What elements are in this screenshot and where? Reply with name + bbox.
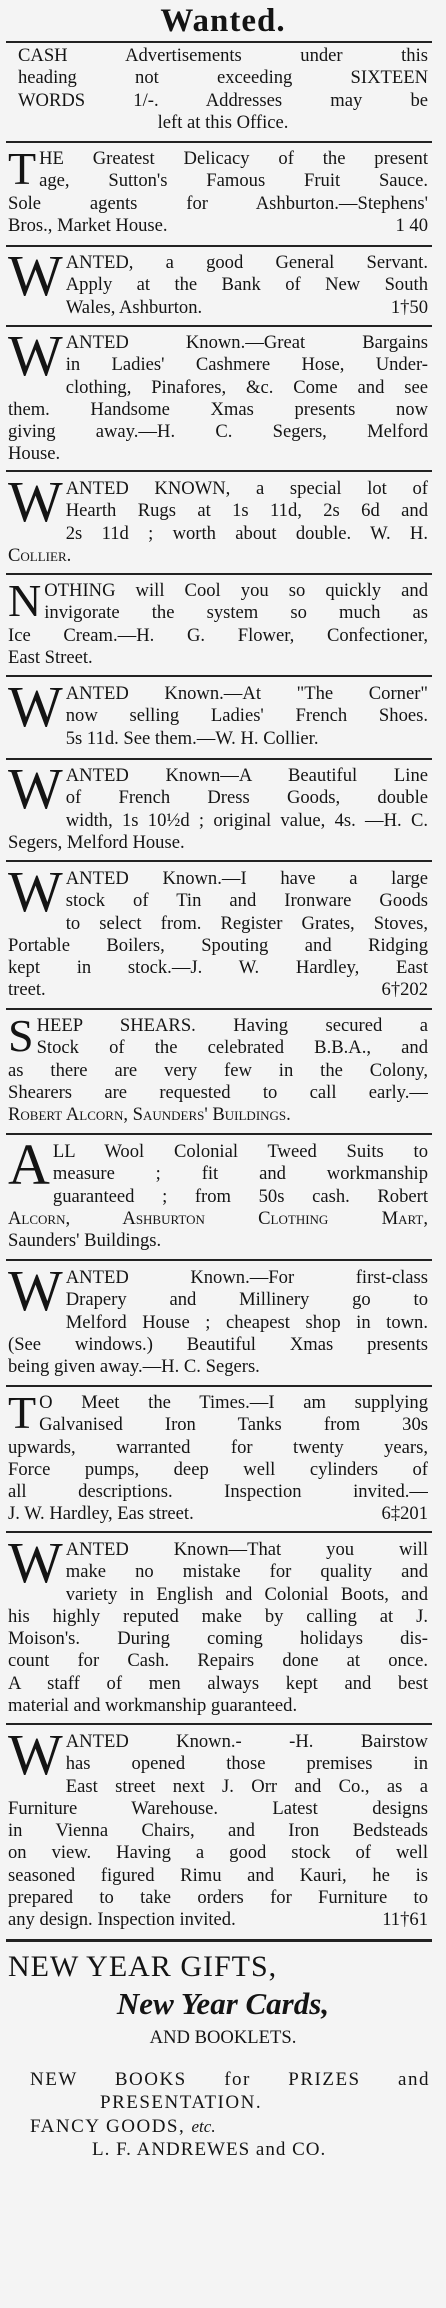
drop-cap: W bbox=[8, 1722, 63, 1787]
ad-line: Collier. bbox=[8, 544, 72, 566]
ad-line: all descriptions. Inspection invited.— bbox=[8, 1481, 428, 1503]
ad-line: age, Sutton's Famous Fruit Sauce. bbox=[39, 170, 428, 192]
new-year-cards-heading: New Year Cards, bbox=[116, 1986, 330, 2021]
booklets-line: AND BOOKLETS. bbox=[149, 2027, 297, 2048]
drop-cap: W bbox=[8, 1258, 63, 1323]
divider bbox=[6, 1133, 432, 1135]
ad-line: Drapery and Millinery go to bbox=[65, 1289, 428, 1311]
ad-line: Portable Boilers, Spouting and Ridging bbox=[8, 934, 428, 956]
ad-line: Apply at the Bank of New South bbox=[65, 274, 428, 296]
ad-line: kept in stock.—J. W. Hardley, East bbox=[8, 957, 428, 979]
ad-line: ANTED, a good General Servant. bbox=[65, 252, 428, 273]
classified-ad bbox=[8, 469, 428, 567]
ad-line: as there are very few in the Colony, bbox=[8, 1059, 428, 1081]
ad-line: 5s 11d. See them.—W. H. Collier. bbox=[65, 727, 319, 749]
drop-cap: A bbox=[8, 1132, 50, 1197]
classified-ad bbox=[8, 323, 428, 466]
ad-number: 6†202 bbox=[381, 979, 428, 1001]
divider bbox=[6, 860, 432, 862]
classified-ad bbox=[8, 1258, 428, 1378]
divider bbox=[6, 141, 432, 143]
divider bbox=[6, 325, 432, 327]
divider bbox=[6, 675, 432, 677]
drop-cap: S bbox=[8, 1010, 34, 1061]
drop-cap: W bbox=[8, 859, 63, 924]
ad-line: being given away.—H. C. Segers. bbox=[8, 1356, 260, 1378]
divider bbox=[6, 1259, 432, 1261]
divider bbox=[6, 758, 432, 760]
classified-ad bbox=[8, 859, 428, 1002]
ad-line: Wales, Ashburton. bbox=[65, 296, 203, 318]
ad-line: ANTED Known—A Beautiful Line bbox=[65, 765, 428, 786]
ad-line: Stock of the celebrated B.B.A., and bbox=[36, 1037, 428, 1059]
ad-line: J. W. Hardley, Eas street. bbox=[8, 1503, 194, 1525]
notice-line: WORDS 1/-. Addresses may be bbox=[18, 89, 428, 111]
drop-cap: T bbox=[8, 1387, 37, 1438]
ad-line: variety in English and Colonial Boots, and bbox=[65, 1583, 428, 1605]
ad-line: ANTED Known.—I have a large bbox=[65, 868, 428, 889]
classified-ad bbox=[8, 1722, 428, 1932]
classified-ad bbox=[8, 1387, 428, 1526]
ad-line: Melford House ; cheapest shop in town. bbox=[65, 1311, 428, 1333]
ad-line: on view. Having a good stock of well bbox=[8, 1842, 428, 1864]
ad-line: his highly reputed make by calling at J. bbox=[8, 1605, 428, 1627]
drop-cap: W bbox=[8, 1530, 63, 1595]
classified-ad bbox=[8, 1010, 428, 1126]
ad-number: 11†61 bbox=[382, 1909, 428, 1931]
ad-line: (See windows.) Beautiful Xmas presents bbox=[8, 1333, 428, 1355]
ad-number: 1 40 bbox=[395, 214, 428, 236]
ad-line: ANTED Known.—Great Bargains bbox=[65, 332, 428, 353]
divider bbox=[6, 245, 432, 247]
notice-line: heading not exceeding SIXTEEN bbox=[18, 67, 428, 89]
divider bbox=[6, 1531, 432, 1533]
notice-line: left at this Office. bbox=[157, 111, 289, 133]
ad-line: O Meet the Times.—I am supplying bbox=[39, 1392, 428, 1413]
classified-ad bbox=[8, 143, 428, 237]
ad-line: measure ; fit and workmanship bbox=[52, 1163, 428, 1185]
ad-line: ANTED Known.—At "The Corner" bbox=[65, 683, 428, 704]
drop-cap: N bbox=[8, 575, 42, 626]
ad-line: them. Handsome Xmas presents now bbox=[8, 398, 428, 420]
classified-ad bbox=[8, 674, 428, 750]
ad-line: upwards, warranted for twenty years, bbox=[8, 1436, 428, 1458]
ad-line: of French Dress Goods, double bbox=[65, 787, 428, 809]
ad-line: to select from. Register Grates, Stoves, bbox=[65, 912, 428, 934]
ad-line: invigorate the system so much as bbox=[44, 602, 428, 624]
ad-line: any design. Inspection invited. bbox=[8, 1909, 236, 1931]
ad-line: ANTED Known.- -H. Bairstow bbox=[65, 1731, 428, 1752]
ad-line: Bros., Market House. bbox=[8, 214, 168, 236]
ad-line: now selling Ladies' French Shoes. bbox=[65, 705, 428, 727]
divider bbox=[6, 41, 432, 43]
drop-cap: T bbox=[8, 143, 37, 194]
ad-number: 6‡201 bbox=[381, 1503, 428, 1525]
ad-line: HEEP SHEARS. Having secured a bbox=[36, 1015, 428, 1036]
ad-line: Segers, Melford House. bbox=[8, 831, 185, 853]
divider bbox=[6, 1008, 432, 1010]
ad-line: clothing, Pinafores, &c. Come and see bbox=[65, 376, 428, 398]
divider bbox=[6, 470, 432, 472]
classified-ad bbox=[8, 1530, 428, 1717]
ad-line: 2s 11d ; worth about double. W. H. bbox=[65, 522, 428, 544]
etc-text: etc. bbox=[191, 2117, 216, 2136]
ad-line: HE Greatest Delicacy of the present bbox=[39, 148, 428, 169]
new-books-line: NEW BOOKS for PRIZES and bbox=[30, 2069, 430, 2090]
classified-ad bbox=[8, 575, 428, 669]
drop-cap: W bbox=[8, 756, 63, 821]
andrewes-signature: L. F. ANDREWES and CO. bbox=[92, 2139, 327, 2160]
ad-line: Galvanised Iron Tanks from 30s bbox=[39, 1414, 428, 1436]
drop-cap: W bbox=[8, 323, 63, 388]
fancy-goods-text: FANCY GOODS, bbox=[30, 2116, 186, 2137]
divider bbox=[6, 573, 432, 575]
ad-line: Ice Cream.—H. G. Flower, Confectioner, bbox=[8, 624, 428, 646]
ad-line: Hearth Rugs at 1s 11d, 2s 6d and bbox=[65, 500, 428, 522]
ad-line: width, 1s 10½d ; original value, 4s. —H. C. bbox=[65, 809, 428, 831]
drop-cap: W bbox=[8, 674, 63, 739]
new-year-gifts-heading: NEW YEAR GIFTS, bbox=[8, 1950, 278, 1983]
drop-cap: W bbox=[8, 243, 63, 308]
fancy-goods-line bbox=[30, 2115, 446, 2138]
ad-line: giving away.—H. C. Segers, Melford bbox=[8, 421, 428, 443]
ad-line: stock of Tin and Ironware Goods bbox=[65, 890, 428, 912]
ad-line: House. bbox=[8, 443, 61, 465]
ad-line: East Street. bbox=[8, 646, 93, 668]
notice-line: CASH Advertisements under this bbox=[18, 45, 428, 66]
ad-line: make no mistake for quality and bbox=[65, 1561, 428, 1583]
ad-line: Force pumps, deep well cylinders of bbox=[8, 1458, 428, 1480]
divider bbox=[6, 1723, 432, 1725]
ad-line: Saunders' Buildings. bbox=[8, 1230, 162, 1252]
notice-block bbox=[18, 45, 428, 134]
ad-line: in Ladies' Cashmere Hose, Under- bbox=[65, 354, 428, 376]
classified-ad bbox=[8, 756, 428, 854]
ad-line: count for Cash. Repairs done at once. bbox=[8, 1650, 428, 1672]
section-heading: Wanted. bbox=[160, 3, 286, 39]
ad-line: OTHING will Cool you so quickly and bbox=[44, 580, 428, 601]
ad-line: material and workmanship guaranteed. bbox=[8, 1695, 298, 1717]
ad-line: treet. bbox=[8, 979, 46, 1001]
ad-line: ANTED Known—That you will bbox=[65, 1539, 428, 1560]
drop-cap: W bbox=[8, 469, 63, 534]
ad-line: Robert Alcorn, Saunders' Buildings. bbox=[8, 1104, 291, 1126]
ad-line: ANTED Known.—For first-class bbox=[65, 1267, 428, 1288]
ad-number: 1†50 bbox=[390, 296, 428, 318]
ad-line: guaranteed ; from 50s cash. Robert bbox=[52, 1185, 428, 1207]
ad-line: prepared to take orders for Furniture to bbox=[8, 1887, 428, 1909]
divider bbox=[6, 1939, 432, 1942]
ad-line: Shearers are requested to call early.— bbox=[8, 1081, 428, 1103]
ad-line: Furniture Warehouse. Latest designs bbox=[8, 1797, 428, 1819]
ad-line: seasoned figured Rimu and Kauri, he is bbox=[8, 1864, 428, 1886]
ad-line: East street next J. Orr and Co., as a bbox=[65, 1775, 428, 1797]
ad-line: Alcorn, Ashburton Clothing Mart, bbox=[8, 1207, 428, 1229]
presentation-line: PRESENTATION. bbox=[100, 2092, 263, 2113]
ad-line: ANTED KNOWN, a special lot of bbox=[65, 478, 428, 499]
classified-ad bbox=[8, 1132, 428, 1252]
ad-line: Sole agents for Ashburton.—Stephens' bbox=[8, 192, 428, 214]
ad-line: has opened those premises in bbox=[65, 1753, 428, 1775]
ad-line: LL Wool Colonial Tweed Suits to bbox=[52, 1141, 428, 1162]
ad-line: A staff of men always kept and best bbox=[8, 1672, 428, 1694]
ad-line: Moison's. During coming holidays dis- bbox=[8, 1628, 428, 1650]
ad-line: in Vienna Chairs, and Iron Bedsteads bbox=[8, 1820, 428, 1842]
divider bbox=[6, 1385, 432, 1387]
classified-ad bbox=[8, 243, 428, 319]
